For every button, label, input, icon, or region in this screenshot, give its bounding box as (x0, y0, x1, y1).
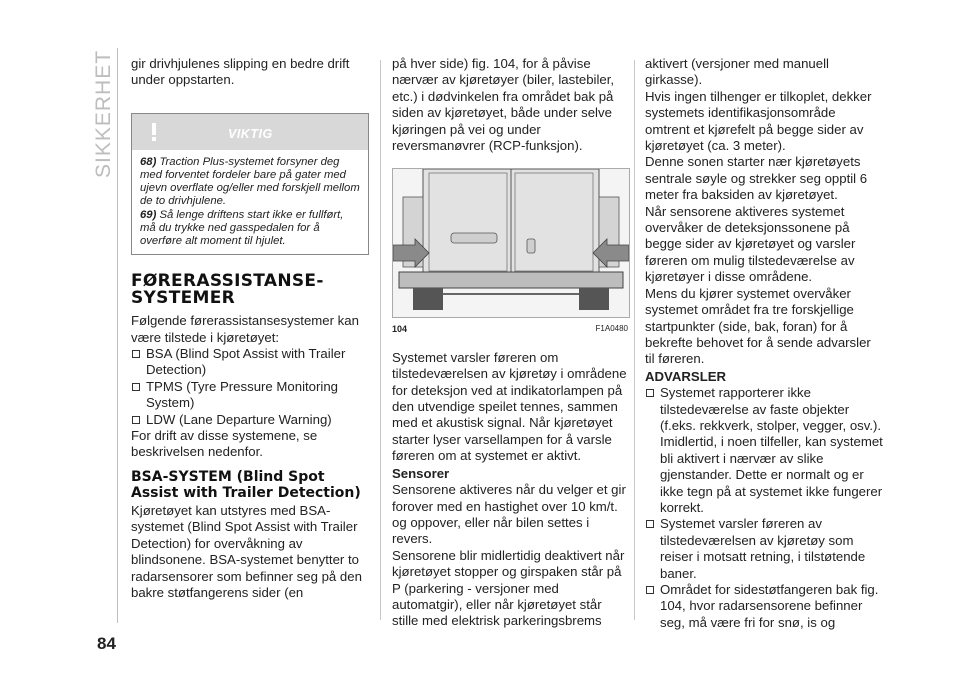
paragraph: Sensorene blir midlertidig deaktivert når kjøretøyet stopper og girspaken står på P (parkering - versjoner med automatgir), eller når kjøretøyet står stille med elektrisk parkeringsbrems (392, 547, 625, 629)
checkbox-bullet-icon (646, 389, 654, 397)
list-item: BSA (Blind Spot Assist with Trailer Detection) (131, 346, 369, 379)
checkbox-bullet-icon (132, 350, 140, 358)
list-item: LDW (Lane Departure Warning) (131, 412, 369, 428)
warning-icon (144, 122, 164, 142)
note-item: 69) Så lenge driftens start ikke er fullført, må du trykke ned gasspedalen for å overføre alt moment til hjulet. (140, 208, 344, 248)
column-3 (645, 56, 883, 631)
paragraph: på hver side) fig. 104, for å påvise nærvær av kjøretøyer (biler, lastebiler, etc.) i dødvinkelen fra området bak på siden av kjøretøyet, både under selve kjøringen på vei og under reversmanøvrer (RCP-funksjon). (392, 56, 615, 154)
paragraph: Følgende førerassistansesystemer kan være tilstede i kjøretøyet: (131, 313, 359, 345)
figure-number: 104 (392, 324, 408, 335)
subsection-heading: BSA-SYSTEM (Blind Spot Assist with Trailer Detection) (131, 468, 361, 501)
paragraph: Kjøretøyet kan utstyres med BSA-systemet (Blind Spot Assist with Trailer Detection) for overvåkning av blindsonene. BSA-systemet benytter to radarsensorer som befinner seg på den bakre støtfangerens sider (en (131, 502, 362, 600)
list-item: Systemet varsler føreren av tilstedeværelsen av kjøretøy som reiser i motsatt retning, i tilstøtende baner. (645, 516, 883, 582)
paragraph: Hvis ingen tilhenger er tilkoplet, dekker systemets identifikasjonsområde omtrent et kjørefelt på begge sider av kjøretøyet (ca. 3 meter). (645, 88, 872, 154)
column-1 (131, 56, 369, 601)
figure-code: F1A0480 (595, 324, 628, 334)
checkbox-bullet-icon (646, 520, 654, 528)
column-2 (392, 56, 630, 630)
paragraph: Denne sonen starter nær kjøretøyets sentrale søyle og strekker seg opptil 6 meter fra baksiden av kjøretøyet. (645, 154, 868, 203)
checkbox-bullet-icon (132, 383, 140, 391)
van-rear-illustration (393, 169, 629, 317)
note-header (132, 114, 368, 150)
column-divider (634, 60, 635, 620)
note-item: 68) Traction Plus-systemet forsyner deg med forventet fordeler bare på gater med ujevn overflate og/eller med forskjell mellom de to drivhjulene. (140, 155, 360, 208)
intro-text: gir drivhjulenes slipping en bedre drift under oppstarten. (131, 56, 350, 88)
paragraph: aktivert (versjoner med manuell girkasse). (645, 56, 829, 88)
section-heading: FØRERASSISTANSE-SYSTEMER (131, 271, 324, 309)
page-number: 84 (97, 634, 116, 653)
subsection-heading: ADVARSLER (645, 368, 727, 384)
paragraph: Systemet varsler føreren om tilstedeværelsen av kjøretøy i områdene for deteksjon ved at indikatorlampen på den utvendige speilet tennes, sammen med et akustisk signal. Når kjøretøyet starter lyser varsellampen for å varsle føreren om at systemet er aktivt. (392, 349, 627, 464)
figure-caption (392, 321, 628, 337)
figure-van-rear (392, 168, 630, 318)
important-note-box (131, 113, 369, 255)
paragraph: For drift av disse systemene, se beskrivelsen nedenfor. (131, 428, 318, 460)
paragraph: Sensorene aktiveres når du velger et gir forover med en hastighet over 10 km/t. og oppover, eller når bilen settes i revers. (392, 482, 626, 547)
note-body (132, 150, 368, 254)
subsection-heading: Sensorer (392, 465, 450, 481)
checkbox-bullet-icon (132, 416, 140, 424)
list-item: Området for sidestøtfangeren bak fig. 104, hvor radarsensorene befinner seg, må være fri for snø, is og (645, 582, 883, 631)
section-title: SIKKERHET (92, 49, 115, 178)
paragraph: Mens du kjører systemet overvåker systemet området fra tre forskjellige startpunkter (side, bak, foran) for å bekrefte behovet for å sende advarsler til føreren. (645, 285, 871, 367)
note-label: VIKTIG (228, 126, 273, 141)
list-item: TPMS (Tyre Pressure Monitoring System) (131, 379, 369, 412)
checkbox-bullet-icon (646, 586, 654, 594)
column-divider (380, 60, 381, 620)
paragraph: Når sensorene aktiveres systemet overvåker de deteksjonssonene på begge sider av kjøretøyet og varsler føreren om mulig tilstedeværelse av kjøretøyer i disse områdene. (645, 203, 856, 285)
sidebar-divider (117, 48, 118, 623)
list-item: Systemet rapporterer ikke tilstedeværelse av faste objekter (f.eks. rekkverk, stolper, vegger, osv.). Imidlertid, i noen tilfeller, kan systemet bli aktivert i nærvær av slike gjenstander. Dette er normalt og er ikke tegn på at systemet ikke fungerer korrekt. (645, 385, 883, 516)
